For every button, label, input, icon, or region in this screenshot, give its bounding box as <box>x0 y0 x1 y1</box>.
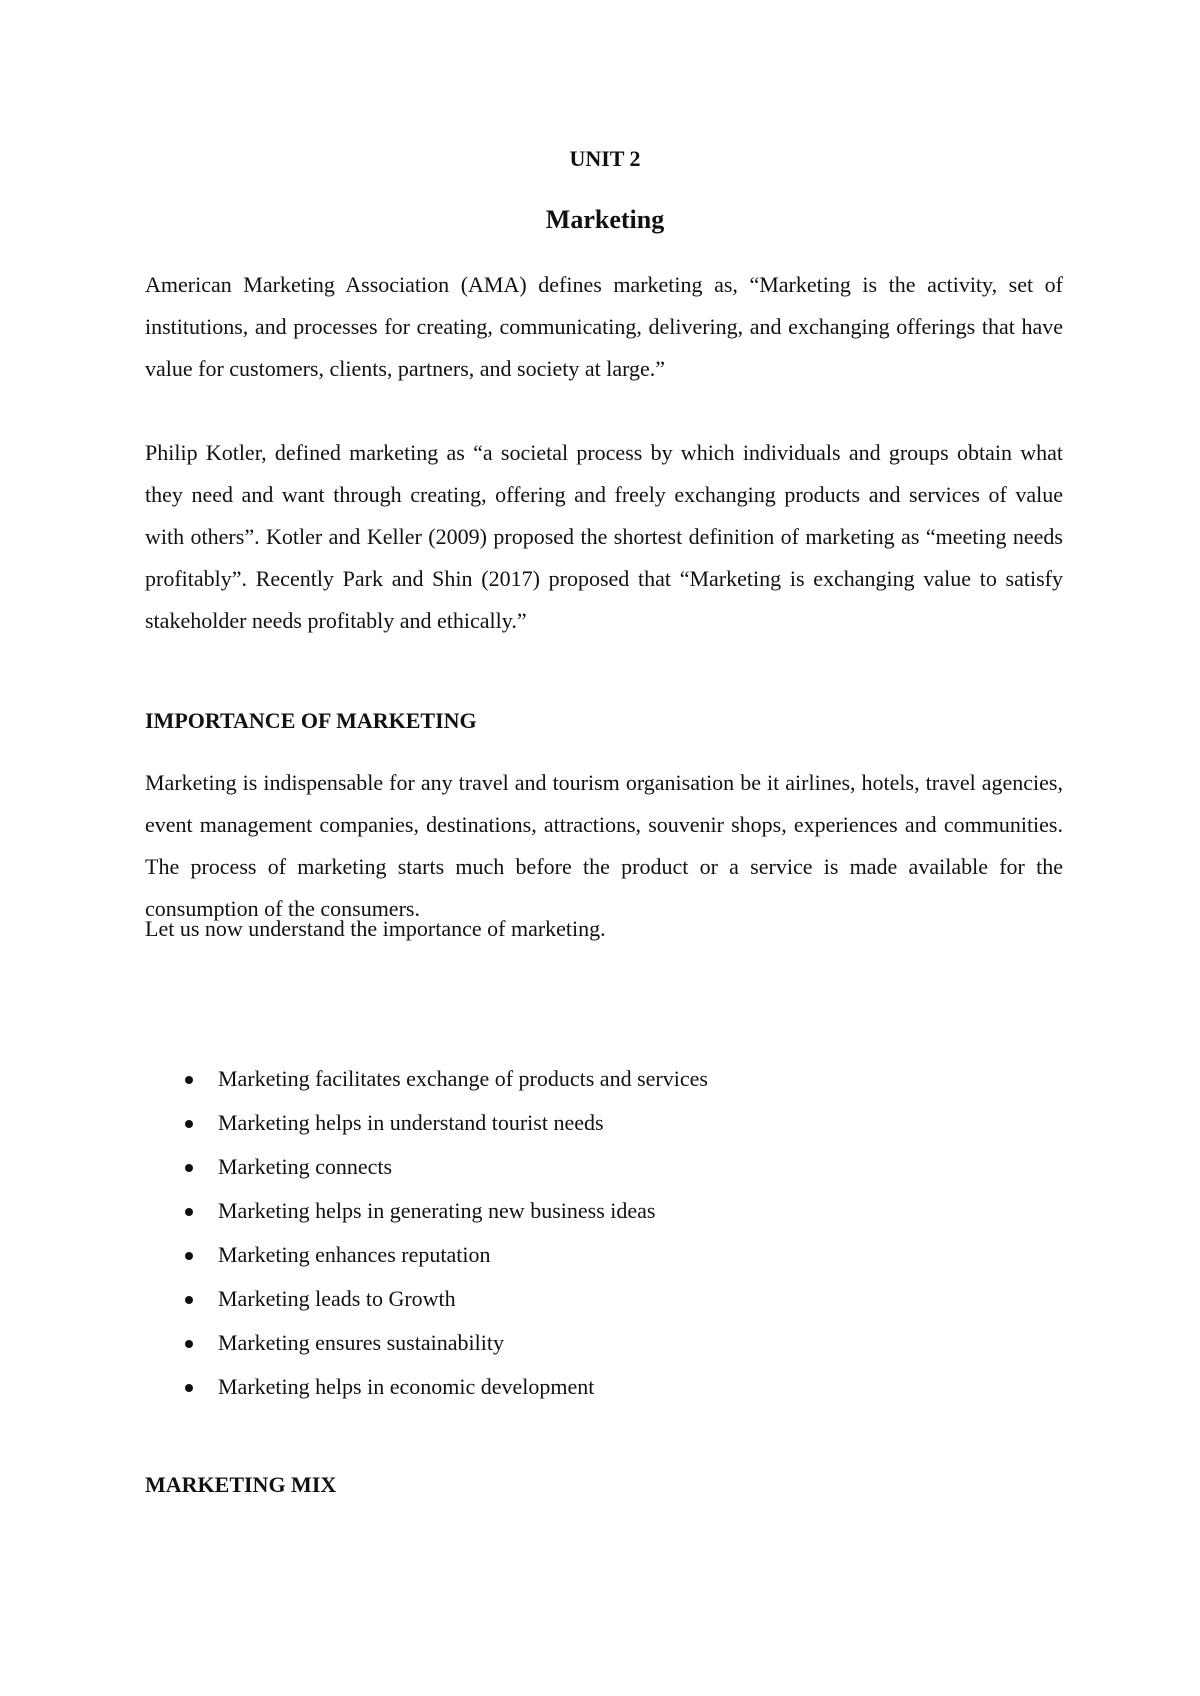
list-item-text: Marketing enhances reputation <box>218 1242 491 1267</box>
paragraph-list-intro: Let us now understand the importance of marketing. <box>145 916 606 941</box>
bullet-icon <box>185 1208 193 1216</box>
paragraph-importance: Marketing is indispensable for any travel and tourism organisation be it airlines, hotels, travel agencies, event management companies, destinations, attractions, souvenir shops, experiences and communities. The process of marketing starts much before the product or a service is made available for the consumption of the consumers. <box>145 770 1063 921</box>
bullet-icon <box>185 1252 193 1260</box>
bullet-icon <box>185 1384 193 1392</box>
list-item <box>145 1189 708 1233</box>
page-title: Marketing <box>545 205 665 234</box>
list-item-text: Marketing helps in understand tourist needs <box>218 1110 604 1135</box>
list-item-text: Marketing helps in generating new business ideas <box>218 1198 656 1223</box>
list-item <box>145 1321 708 1365</box>
paragraph-kotler-definition: Philip Kotler, defined marketing as “a societal process by which individuals and groups obtain what they need and want through creating, offering and freely exchanging products and services of value with others”. Kotler and Keller (2009) proposed the shortest definition of marketing as “meeting needs profitably”. Recently Park and Shin (2017) proposed that “Marketing is exchanging value to satisfy stakeholder needs profitably and ethically.” <box>145 440 1063 633</box>
bullet-icon <box>185 1076 193 1084</box>
list-item <box>145 1057 708 1101</box>
paragraph-ama-definition: American Marketing Association (AMA) defines marketing as, “Marketing is the activity, set of institutions, and processes for creating, communicating, delivering, and exchanging offerings that have value for customers, clients, partners, and society at large.” <box>145 272 1063 381</box>
section-heading-marketing-mix: MARKETING MIX <box>145 1472 337 1497</box>
list-item <box>145 1365 708 1409</box>
bullet-icon <box>185 1120 193 1128</box>
list-item <box>145 1101 708 1145</box>
unit-label: UNIT 2 <box>569 146 641 171</box>
list-item <box>145 1145 708 1189</box>
list-item <box>145 1277 708 1321</box>
section-heading-importance: IMPORTANCE OF MARKETING <box>145 708 477 733</box>
importance-list <box>145 1057 708 1409</box>
bullet-icon <box>185 1164 193 1172</box>
bullet-icon <box>185 1340 193 1348</box>
list-item <box>145 1233 708 1277</box>
list-item-text: Marketing leads to Growth <box>218 1286 456 1311</box>
list-item-text: Marketing facilitates exchange of products and services <box>218 1066 708 1091</box>
list-item-text: Marketing connects <box>218 1154 393 1179</box>
bullet-icon <box>185 1296 193 1304</box>
list-item-text: Marketing helps in economic development <box>218 1374 595 1399</box>
list-item-text: Marketing ensures sustainability <box>218 1330 504 1355</box>
